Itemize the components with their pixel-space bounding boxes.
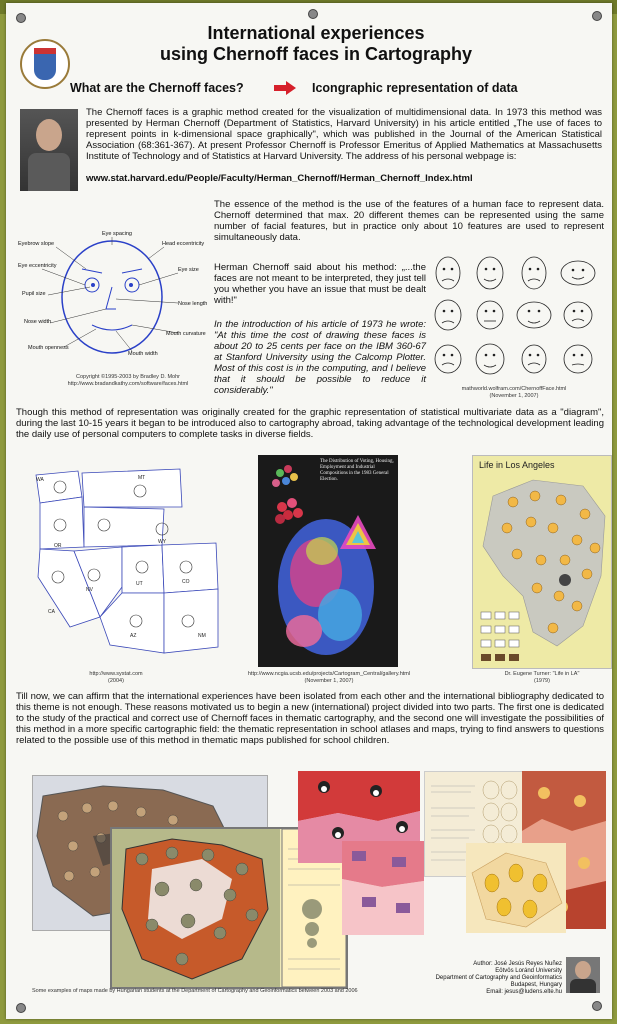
label-head-eccentricity: Head eccentricity <box>162 241 205 247</box>
pin-icon <box>16 1003 26 1013</box>
university-logo <box>20 39 70 89</box>
pin-icon <box>308 9 318 19</box>
us-west-faces-map <box>30 467 222 667</box>
essence-paragraph: The essence of the method is the use of the features of a human face to represent data. Chernoff determined that max. 20 different themes can be represented using the same number of facial features, but in practice only about 10 features are used to represent simultaneously data. <box>214 199 604 243</box>
label-eye-eccentricity: Eye eccentricity <box>18 263 57 269</box>
state-ut: UT <box>136 581 143 587</box>
label-mouth-curvature: Mouth curvature <box>166 331 206 337</box>
title-line-1: International experiences <box>207 23 425 43</box>
author-name: Author: José Jesús Reyes Nuñez <box>473 961 562 967</box>
quote-paragraph-2: In the introduction of his article of 1973 he wrote: "At this time the cost of drawing these faces is about 20 to 25 cents per face on the IBM 360-67 at Stanford University using the Calcomp Plotter. Most of this cost is in the computing, and I believe that it should be possible to reduce it considerably." <box>214 319 426 396</box>
label-nose-length: Nose length <box>178 301 208 307</box>
state-mt: MT <box>138 475 146 481</box>
caption-us-map: http://www.systat.com (2004) <box>89 671 143 684</box>
la-faces-map <box>472 455 612 669</box>
till-paragraph: Till now, we can affirm that the international experiences have been isolated from each other and the international bibliography dedicated to this theme is not enough. These reasons motivated us to begin a new (international) project divided into two parts. The first one is dedicated to the study of the practical and correct use of Chernoff faces in thematic cartography, and the second one will investigate the possibilities of this method in a more specific cartographic field: the thematic representation in school atlases and maps, trying to find answers to questions related to the possible use of this method in thematic maps published for school children. <box>16 691 604 746</box>
voting-cartogram-shape <box>258 455 398 667</box>
label-mouth-width: Mouth width <box>128 351 158 357</box>
intro-url: www.stat.harvard.edu/People/Faculty/Herman_Chernoff/Herman_Chernoff_Index.html <box>86 173 473 184</box>
arrow-right-icon <box>274 81 296 95</box>
author-photo <box>566 957 600 993</box>
poster-title <box>66 23 566 65</box>
author-email: Email: jesus@ludens.elte.hu <box>486 989 562 995</box>
pin-icon <box>592 11 602 21</box>
state-or: OR <box>54 543 62 549</box>
state-ca: CA <box>48 609 55 615</box>
chernoff-face-diagram <box>16 225 212 375</box>
chernoff-faces-grid <box>428 253 604 381</box>
poster <box>6 3 612 1019</box>
subhead-question: What are the Chernoff faces? <box>70 81 244 95</box>
intro-paragraph: The Chernoff faces is a graphic method created for the visualization of multidimensional data. In 1973 this method was presented by Herman Chernoff (Department of Statistics, Harvard University) in his article entitled „The use of faces to represent points in k-dimensional space graphically", which was published in the Journal of the American Statistical Association (68:361-367). At present Professor Chernoff is Professor Emeritus of Applied Mathematics at Massachusetts Institute of Technology and of Statistics at Harvard University. The address of his personal webpage is: <box>86 107 602 162</box>
label-mouth-openness: Mouth openness <box>28 345 69 351</box>
state-az: AZ <box>130 633 137 639</box>
author-city: Budapest, Hungary <box>510 982 562 988</box>
caption-bottom-maps: Some examples of maps made by Hungarian students at the Department of Cartography and Geoinformatics between 2003 and 2006 <box>32 988 358 994</box>
pin-icon <box>592 1001 602 1011</box>
though-paragraph: Though this method of representation was originally created for the graphic representation of statistical multivariate data as a "diagram", during the last 10-15 years it began to be introduced also to cartography abroad, taking advantage of the technological development leading the daily use of personal computers to complete tasks in diverse fields. <box>16 407 604 440</box>
caption-faces-grid: mathworld.wolfram.com/ChernoffFace.html (November 1, 2007) <box>461 386 567 399</box>
caption-face-diagram: Copyright ©1995-2003 by Bradley D. Mohr http://www.bradandkathy.com/software/faces.html <box>67 374 189 387</box>
state-wy: WY <box>158 539 167 545</box>
state-nm: NM <box>198 633 206 639</box>
title-line-2: using Chernoff faces in Cartography <box>159 44 473 64</box>
caption-voting-map: http://www.ncgia.ucsb.edu/projects/Cartogram_Central/gallery.html (November 1, 2007) <box>247 671 411 684</box>
voting-cartogram <box>258 455 398 667</box>
student-map-5 <box>342 841 424 935</box>
la-map-title: Life in Los Angeles <box>479 460 555 470</box>
chernoff-photo <box>20 109 78 191</box>
label-pupil-size: Pupil size <box>22 291 46 297</box>
state-wa: WA <box>36 477 44 483</box>
state-co: CO <box>182 579 190 585</box>
label-eye-size: Eye size <box>178 267 199 273</box>
pin-icon <box>16 13 26 23</box>
label-eyebrow-slope: Eyebrow slope <box>18 241 55 247</box>
la-map-shape <box>473 456 611 668</box>
quote-paragraph-1: Herman Chernoff said about his method: „...the faces are not meant to be interpreted, they just tell you whether you have an issue that must be dealt with!" <box>214 262 426 306</box>
caption-la-map: Dr. Eugene Turner: "Life in LA" (1979) <box>504 671 580 684</box>
label-eye-spacing: Eye spacing <box>102 231 132 237</box>
label-nose-width: Nose width <box>24 319 52 325</box>
student-map-6 <box>466 843 566 933</box>
voting-map-title: The Distribution of Voting, Housing, Employment and Industrial Compositions in the 1983 General Election. <box>320 459 394 482</box>
author-block <box>424 961 562 996</box>
author-university: Eötvös Loránd University <box>495 968 562 974</box>
state-nv: NV <box>86 587 93 593</box>
subhead-answer: Icongraphic representation of data <box>312 81 518 95</box>
author-department: Department of Cartography and Geoinformatics <box>435 975 562 981</box>
